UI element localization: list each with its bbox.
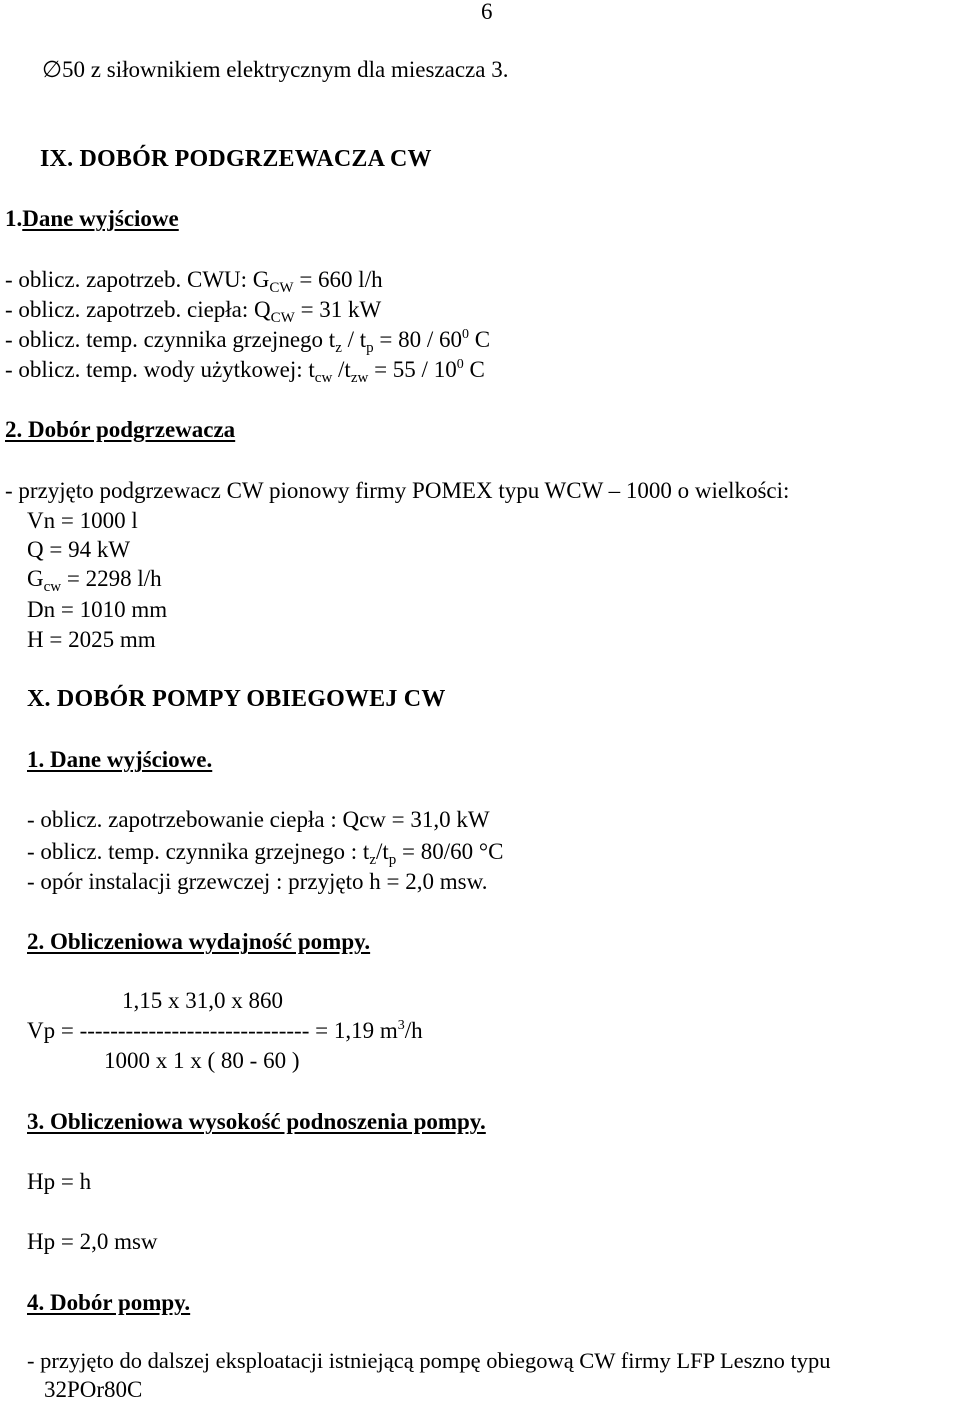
formula-unit: /h (404, 1018, 423, 1043)
heater-gcw (27, 566, 162, 595)
tz-sub: z (335, 340, 342, 356)
diameter-symbol: ∅ (42, 57, 63, 82)
tp-sub: p (366, 340, 374, 356)
section-x-sub2-title: 2. Obliczeniowa wydajność pompy. (27, 929, 371, 954)
formula-lhs: Vp = ------------------------------ = 1,19 m (27, 1018, 398, 1043)
section-x-sub1-title: 1. Dane wyjściowe. (27, 747, 213, 772)
section-ix-sub1 (5, 207, 179, 230)
gcw-sub: CW (269, 280, 294, 296)
heater-intro: - przyjęto podgrzewacz CW pionowy firmy POMEX typu WCW – 1000 o wielkości: (5, 478, 790, 503)
cube-sup: 3 (397, 1018, 405, 1033)
resistance-line: - opór instalacji grzewczej : przyjęto h = 2,0 msw. (27, 869, 488, 894)
tp-sub: p (388, 852, 397, 868)
temp-water-line (5, 357, 485, 386)
temp-heating-text: - oblicz. temp. czynnika grzejnego t (5, 327, 336, 352)
pump-line2: 32POr80C (44, 1377, 143, 1402)
heater-q: Q = 94 kW (27, 537, 131, 562)
intro-text: 50 z siłownikiem elektrycznym dla mieszacza 3. (62, 57, 509, 82)
heat-demand-line: - oblicz. zapotrzebowanie ciepła : Qcw = 31,0 kW (27, 807, 490, 832)
pump-line1: - przyjęto do dalszej eksploatacji istniejącą pompę obiegową CW firmy LFP Leszno typu (27, 1348, 831, 1373)
section-ix-sub1-num: 1. (5, 206, 23, 231)
hp-line1: Hp = h (27, 1169, 92, 1194)
temp-line-mid: /t (376, 839, 389, 864)
formula-denominator: 1000 x 1 x ( 80 - 60 ) (104, 1048, 300, 1073)
gcw-value: = 660 l/h (293, 267, 383, 292)
qcw-value: = 31 kW (294, 297, 382, 322)
tz-sub: z (369, 852, 376, 868)
tcw-sub: cw (314, 370, 333, 386)
heater-dn: Dn = 1010 mm (27, 597, 168, 622)
section-x-sub3-title: 3. Obliczeniowa wysokość podnoszenia pompy. (27, 1109, 486, 1134)
page-number: 6 (481, 0, 493, 24)
heater-gcw-value: = 2298 l/h (61, 566, 162, 591)
formula-main (27, 1019, 423, 1042)
qcw-text: - oblicz. zapotrzeb. ciepła: Q (5, 297, 271, 322)
heater-h: H = 2025 mm (27, 627, 156, 652)
temp-heating-value: = 80 / 60 (373, 327, 463, 352)
temp-heating-line (5, 327, 491, 356)
hp-line2: Hp = 2,0 msw (27, 1229, 158, 1254)
qcw-line (5, 297, 382, 326)
temp-line (27, 839, 504, 868)
section-x-title: X. DOBÓR POMPY OBIEGOWEJ CW (27, 686, 446, 712)
heater-gcw-text: G (27, 566, 44, 591)
qcw-sub: CW (270, 310, 295, 326)
section-x-sub4-title: 4. Dobór pompy. (27, 1290, 191, 1315)
section-ix-title: IX. DOBÓR PODGRZEWACZA CW (40, 146, 432, 172)
heater-vn: Vn = 1000 l (27, 508, 138, 533)
degree-sup: 0 (456, 357, 464, 372)
temp-heating-unit: C (469, 327, 491, 352)
heater-gcw-sub: cw (43, 579, 62, 595)
section-ix-sub2-title: 2. Dobór podgrzewacza (5, 417, 236, 442)
degree-sup: 0 (462, 327, 470, 342)
temp-heating-mid: / t (341, 327, 367, 352)
gcw-text: - oblicz. zapotrzeb. CWU: G (5, 267, 270, 292)
temp-water-unit: C (463, 357, 485, 382)
section-ix-sub1-title: Dane wyjściowe (22, 206, 179, 231)
temp-water-value: = 55 / 10 (368, 357, 457, 382)
temp-water-text: - oblicz. temp. wody użytkowej: t (5, 357, 315, 382)
temp-line-value: = 80/60 °C (396, 839, 504, 864)
gcw-line (5, 267, 383, 296)
temp-line-text: - oblicz. temp. czynnika grzejnego : t (27, 839, 370, 864)
intro-line (42, 58, 508, 81)
tzw-sub: zw (350, 370, 369, 386)
formula-numerator: 1,15 x 31,0 x 860 (122, 988, 283, 1013)
temp-water-mid: /t (332, 357, 351, 382)
